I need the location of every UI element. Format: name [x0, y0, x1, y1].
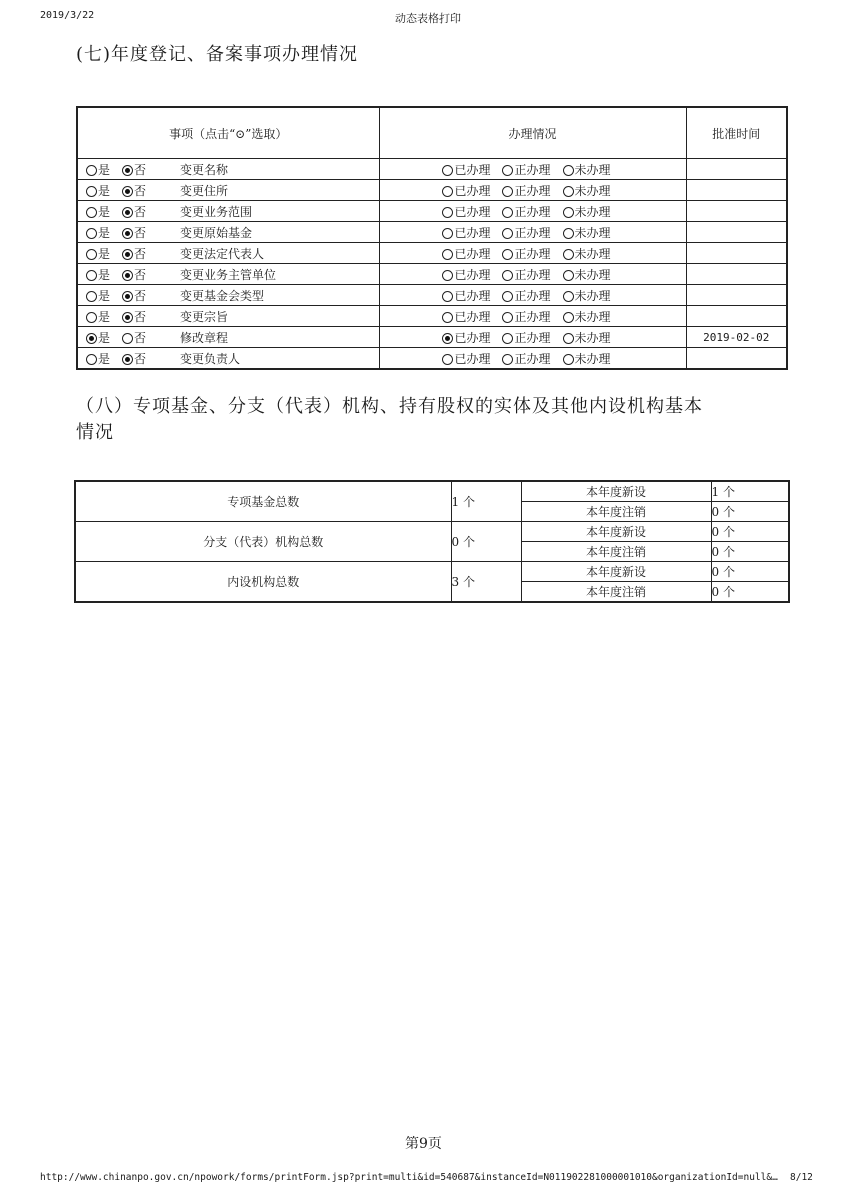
- yes-label: 是: [98, 351, 111, 366]
- status-radio-option[interactable]: [563, 268, 611, 282]
- status-label: 已办理: [454, 162, 491, 177]
- status-cell: [379, 222, 686, 243]
- radio-icon[interactable]: [86, 186, 97, 197]
- radio-icon[interactable]: [86, 207, 97, 218]
- col-header-date: 批准时间: [686, 107, 787, 159]
- print-title: 动态表格打印: [395, 12, 461, 25]
- approval-date: [686, 306, 787, 327]
- radio-icon[interactable]: [442, 354, 453, 365]
- radio-icon[interactable]: [502, 354, 513, 365]
- registration-row: [77, 285, 787, 306]
- radio-icon[interactable]: [442, 186, 453, 197]
- radio-icon[interactable]: [122, 312, 133, 323]
- radio-icon[interactable]: [502, 333, 513, 344]
- status-label: 未办理: [574, 267, 611, 282]
- status-radio-option[interactable]: [502, 289, 550, 303]
- approval-date: [686, 348, 787, 370]
- radio-icon[interactable]: [86, 291, 97, 302]
- approval-date: [686, 243, 787, 264]
- radio-icon[interactable]: [502, 312, 513, 323]
- institution-label: 分支（代表）机构总数: [75, 522, 451, 562]
- item-cell: [77, 348, 379, 370]
- status-label: 已办理: [454, 288, 491, 303]
- no-radio-option[interactable]: [122, 331, 146, 345]
- status-radio-option[interactable]: [563, 289, 611, 303]
- radio-icon[interactable]: [122, 228, 133, 239]
- status-radio-option[interactable]: [442, 310, 490, 324]
- yes-radio-option[interactable]: [86, 310, 110, 324]
- yes-radio-option[interactable]: [86, 184, 110, 198]
- status-radio-option[interactable]: [442, 289, 490, 303]
- status-cell: [379, 264, 686, 285]
- status-label: 正办理: [514, 183, 551, 198]
- sub-label: 本年度新设: [521, 481, 711, 502]
- status-radio-option[interactable]: [502, 331, 550, 345]
- sub-value: 0 个: [711, 582, 789, 603]
- radio-icon[interactable]: [86, 333, 97, 344]
- radio-icon[interactable]: [563, 354, 574, 365]
- yes-label: 是: [98, 204, 111, 219]
- radio-icon[interactable]: [442, 291, 453, 302]
- sub-value: 0 个: [711, 542, 789, 562]
- radio-icon[interactable]: [563, 165, 574, 176]
- status-label: 正办理: [514, 162, 551, 177]
- radio-icon[interactable]: [563, 207, 574, 218]
- radio-icon[interactable]: [502, 270, 513, 281]
- footer-page-count: 8/12: [790, 1172, 813, 1183]
- no-radio-option[interactable]: [122, 205, 146, 219]
- radio-icon[interactable]: [86, 312, 97, 323]
- item-name: 变更住所: [180, 183, 229, 198]
- sub-label: 本年度注销: [521, 582, 711, 603]
- approval-date: [686, 180, 787, 201]
- yes-radio-option[interactable]: [86, 331, 110, 345]
- status-label: 已办理: [454, 309, 491, 324]
- status-radio-option[interactable]: [563, 226, 611, 240]
- yes-radio-option[interactable]: [86, 352, 110, 366]
- section8-title-line2: 情况: [76, 422, 114, 443]
- institution-count: 0 个: [451, 522, 521, 562]
- status-radio-option[interactable]: [563, 163, 611, 177]
- item-name: 变更宗旨: [180, 309, 229, 324]
- no-radio-option[interactable]: [122, 268, 146, 282]
- item-name: 变更原始基金: [180, 225, 253, 240]
- no-radio-option[interactable]: [122, 184, 146, 198]
- yes-label: 是: [98, 288, 111, 303]
- status-cell: [379, 306, 686, 327]
- approval-date: 2019-02-02: [686, 327, 787, 348]
- status-radio-option[interactable]: [442, 331, 490, 345]
- yes-radio-option[interactable]: [86, 226, 110, 240]
- radio-icon[interactable]: [122, 186, 133, 197]
- yes-radio-option[interactable]: [86, 205, 110, 219]
- item-name: 变更业务范围: [180, 204, 253, 219]
- sub-label: 本年度注销: [521, 502, 711, 522]
- radio-icon[interactable]: [442, 207, 453, 218]
- no-radio-option[interactable]: [122, 352, 146, 366]
- item-name: 变更名称: [180, 162, 229, 177]
- status-cell: [379, 180, 686, 201]
- radio-icon[interactable]: [442, 228, 453, 239]
- yes-radio-option[interactable]: [86, 247, 110, 261]
- registration-row: [77, 327, 787, 348]
- status-radio-option[interactable]: [442, 163, 490, 177]
- radio-icon[interactable]: [442, 249, 453, 260]
- item-cell: [77, 243, 379, 264]
- institution-row: [75, 522, 789, 542]
- status-cell: [379, 159, 686, 180]
- status-radio-option[interactable]: [502, 205, 550, 219]
- status-radio-option[interactable]: [502, 352, 550, 366]
- status-label: 已办理: [454, 267, 491, 282]
- no-label: 否: [134, 162, 147, 177]
- status-radio-option[interactable]: [502, 163, 550, 177]
- sub-value: 0 个: [711, 562, 789, 582]
- no-radio-option[interactable]: [122, 310, 146, 324]
- no-radio-option[interactable]: [122, 247, 146, 261]
- status-radio-option[interactable]: [563, 205, 611, 219]
- radio-icon[interactable]: [563, 333, 574, 344]
- radio-icon[interactable]: [122, 249, 133, 260]
- status-cell: [379, 327, 686, 348]
- sub-value: 0 个: [711, 502, 789, 522]
- no-radio-option[interactable]: [122, 226, 146, 240]
- status-radio-option[interactable]: [563, 352, 611, 366]
- approval-date: [686, 201, 787, 222]
- status-radio-option[interactable]: [442, 268, 490, 282]
- status-cell: [379, 285, 686, 306]
- no-label: 否: [134, 246, 147, 261]
- page-number: 第9页: [405, 1136, 442, 1152]
- status-radio-option[interactable]: [563, 310, 611, 324]
- status-label: 已办理: [454, 225, 491, 240]
- radio-icon[interactable]: [86, 228, 97, 239]
- yes-radio-option[interactable]: [86, 289, 110, 303]
- approval-date: [686, 222, 787, 243]
- item-cell: [77, 201, 379, 222]
- institution-label: 内设机构总数: [75, 562, 451, 603]
- radio-icon[interactable]: [563, 186, 574, 197]
- status-label: 未办理: [574, 309, 611, 324]
- status-label: 已办理: [454, 204, 491, 219]
- radio-icon[interactable]: [502, 228, 513, 239]
- institution-row: [75, 562, 789, 582]
- radio-icon[interactable]: [502, 291, 513, 302]
- status-label: 已办理: [454, 351, 491, 366]
- col-header-status: 办理情况: [379, 107, 686, 159]
- yes-radio-option[interactable]: [86, 163, 110, 177]
- radio-icon[interactable]: [442, 270, 453, 281]
- status-radio-option[interactable]: [502, 310, 550, 324]
- no-label: 否: [134, 225, 147, 240]
- yes-label: 是: [98, 183, 111, 198]
- item-cell: [77, 306, 379, 327]
- status-label: 正办理: [514, 204, 551, 219]
- radio-icon[interactable]: [442, 165, 453, 176]
- registration-row: [77, 159, 787, 180]
- status-label: 已办理: [454, 183, 491, 198]
- registration-row: [77, 243, 787, 264]
- item-cell: [77, 222, 379, 243]
- registration-row: [77, 306, 787, 327]
- radio-icon[interactable]: [502, 249, 513, 260]
- status-radio-option[interactable]: [502, 184, 550, 198]
- item-name: 变更业务主管单位: [180, 267, 277, 282]
- status-label: 未办理: [574, 225, 611, 240]
- radio-icon[interactable]: [563, 249, 574, 260]
- status-label: 已办理: [454, 246, 491, 261]
- registration-row: [77, 348, 787, 370]
- status-label: 未办理: [574, 204, 611, 219]
- status-label: 未办理: [574, 351, 611, 366]
- approval-date: [686, 264, 787, 285]
- print-date: 2019/3/22: [40, 10, 95, 21]
- status-label: 正办理: [514, 267, 551, 282]
- yes-label: 是: [98, 246, 111, 261]
- radio-icon[interactable]: [122, 354, 133, 365]
- sub-value: 0 个: [711, 522, 789, 542]
- item-cell: [77, 285, 379, 306]
- yes-label: 是: [98, 309, 111, 324]
- no-label: 否: [134, 183, 147, 198]
- status-label: 正办理: [514, 246, 551, 261]
- status-cell: [379, 243, 686, 264]
- registration-row: [77, 180, 787, 201]
- status-label: 未办理: [574, 183, 611, 198]
- sub-label: 本年度注销: [521, 542, 711, 562]
- no-radio-option[interactable]: [122, 289, 146, 303]
- status-radio-option[interactable]: [502, 247, 550, 261]
- footer-url: http://www.chinanpo.gov.cn/npowork/forms/printForm.jsp?print=multi&id=540687&instanceId=N011902281000001010&organizationId=null&…: [40, 1172, 778, 1183]
- status-radio-option[interactable]: [563, 247, 611, 261]
- no-label: 否: [134, 204, 147, 219]
- sub-label: 本年度新设: [521, 522, 711, 542]
- no-radio-option[interactable]: [122, 163, 146, 177]
- status-label: 未办理: [574, 162, 611, 177]
- item-cell: [77, 327, 379, 348]
- radio-icon[interactable]: [86, 354, 97, 365]
- status-label: 未办理: [574, 288, 611, 303]
- item-name: 变更负责人: [180, 351, 241, 366]
- radio-icon[interactable]: [502, 186, 513, 197]
- yes-label: 是: [98, 267, 111, 282]
- yes-label: 是: [98, 162, 111, 177]
- no-label: 否: [134, 309, 147, 324]
- section8-title-line1: （八）专项基金、分支（代表）机构、持有股权的实体及其他内设机构基本: [76, 396, 703, 417]
- status-label: 未办理: [574, 246, 611, 261]
- no-label: 否: [134, 330, 147, 345]
- radio-icon[interactable]: [563, 312, 574, 323]
- status-label: 正办理: [514, 225, 551, 240]
- status-radio-option[interactable]: [563, 331, 611, 345]
- status-radio-option[interactable]: [442, 226, 490, 240]
- col-header-item: 事项（点击“⊙”选取）: [77, 107, 379, 159]
- registration-row: [77, 222, 787, 243]
- status-radio-option[interactable]: [442, 352, 490, 366]
- radio-icon[interactable]: [502, 207, 513, 218]
- yes-label: 是: [98, 225, 111, 240]
- status-radio-option[interactable]: [502, 268, 550, 282]
- registration-row: [77, 264, 787, 285]
- no-label: 否: [134, 267, 147, 282]
- radio-icon[interactable]: [86, 249, 97, 260]
- item-cell: [77, 264, 379, 285]
- radio-icon[interactable]: [86, 270, 97, 281]
- status-label: 正办理: [514, 330, 551, 345]
- radio-icon[interactable]: [502, 165, 513, 176]
- institution-count: 1 个: [451, 481, 521, 522]
- yes-radio-option[interactable]: [86, 268, 110, 282]
- section7-title: (七)年度登记、备案事项办理情况: [76, 44, 359, 65]
- section8-title: [76, 394, 703, 446]
- status-label: 正办理: [514, 288, 551, 303]
- radio-icon[interactable]: [86, 165, 97, 176]
- radio-icon[interactable]: [122, 291, 133, 302]
- institution-count: 3 个: [451, 562, 521, 603]
- status-radio-option[interactable]: [442, 247, 490, 261]
- radio-icon[interactable]: [122, 165, 133, 176]
- no-label: 否: [134, 351, 147, 366]
- radio-icon[interactable]: [442, 333, 453, 344]
- status-label: 正办理: [514, 351, 551, 366]
- no-label: 否: [134, 288, 147, 303]
- status-radio-option[interactable]: [502, 226, 550, 240]
- radio-icon[interactable]: [122, 333, 133, 344]
- approval-date: [686, 285, 787, 306]
- institution-label: 专项基金总数: [75, 481, 451, 522]
- item-name: 变更法定代表人: [180, 246, 265, 261]
- item-name: 修改章程: [180, 330, 229, 345]
- yes-label: 是: [98, 330, 111, 345]
- registration-row: [77, 201, 787, 222]
- item-cell: [77, 180, 379, 201]
- status-label: 未办理: [574, 330, 611, 345]
- sub-label: 本年度新设: [521, 562, 711, 582]
- institutions-table: [74, 480, 790, 603]
- status-cell: [379, 348, 686, 370]
- sub-value: 1 个: [711, 481, 789, 502]
- status-radio-option[interactable]: [442, 205, 490, 219]
- item-name: 变更基金会类型: [180, 288, 265, 303]
- radio-icon[interactable]: [563, 291, 574, 302]
- status-radio-option[interactable]: [442, 184, 490, 198]
- radio-icon[interactable]: [563, 228, 574, 239]
- institution-row: [75, 481, 789, 502]
- radio-icon[interactable]: [122, 270, 133, 281]
- status-label: 已办理: [454, 330, 491, 345]
- item-cell: [77, 159, 379, 180]
- status-radio-option[interactable]: [563, 184, 611, 198]
- status-cell: [379, 201, 686, 222]
- registration-table: [76, 106, 788, 370]
- radio-icon[interactable]: [122, 207, 133, 218]
- radio-icon[interactable]: [563, 270, 574, 281]
- approval-date: [686, 159, 787, 180]
- status-label: 正办理: [514, 309, 551, 324]
- radio-icon[interactable]: [442, 312, 453, 323]
